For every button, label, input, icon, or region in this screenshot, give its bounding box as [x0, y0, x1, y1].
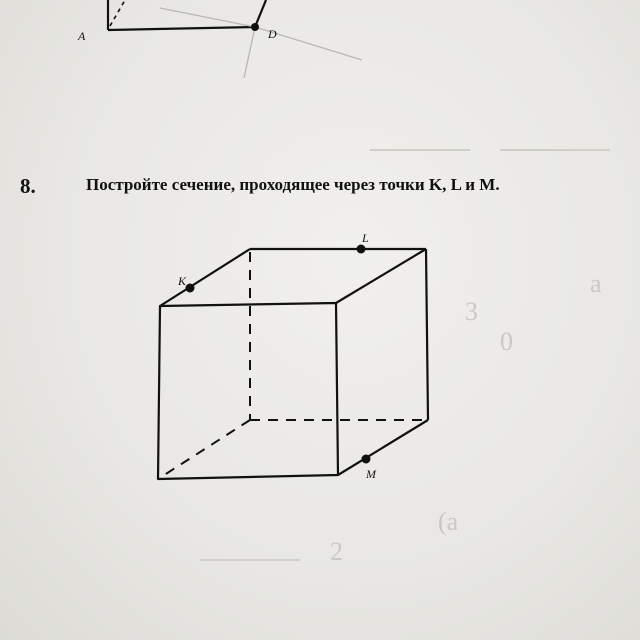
point-m [362, 455, 371, 464]
problem-statement: Постройте сечение, проходящее через точки K, L и M. [86, 175, 500, 194]
prev-figure-construction-line [244, 27, 255, 78]
bleed-mark: a [590, 269, 602, 298]
point-k [186, 284, 195, 293]
prev-figure-edge [108, 27, 255, 30]
bleed-mark: 3 [465, 297, 478, 326]
label-k: K [178, 274, 187, 288]
cube-edge-top-left [160, 249, 250, 306]
cube-hidden-edge-left [158, 420, 250, 479]
prev-figure-point-d [251, 23, 259, 31]
prev-figure-construction-line [160, 8, 255, 27]
bleed-through-marks [200, 150, 610, 566]
prev-figure-edge [255, 0, 266, 27]
bleed-mark: 2 [330, 537, 343, 566]
label-m: M [366, 467, 376, 481]
label-l: L [362, 231, 369, 245]
cube-front-face [158, 303, 338, 479]
label-a: A [78, 29, 86, 43]
cube-edge-top-right [336, 249, 426, 303]
prev-figure-hidden-edge [110, 0, 125, 26]
bleed-mark: 0 [500, 327, 513, 356]
label-d: D [268, 27, 277, 41]
previous-figure [77, 0, 362, 78]
point-l [357, 245, 366, 254]
cube-figure [158, 231, 428, 481]
cube-edge-bottom-right [338, 420, 428, 475]
bleed-mark: (a [438, 507, 459, 536]
cube-edge-right-back [426, 249, 428, 420]
problem-number: 8. [20, 174, 36, 198]
